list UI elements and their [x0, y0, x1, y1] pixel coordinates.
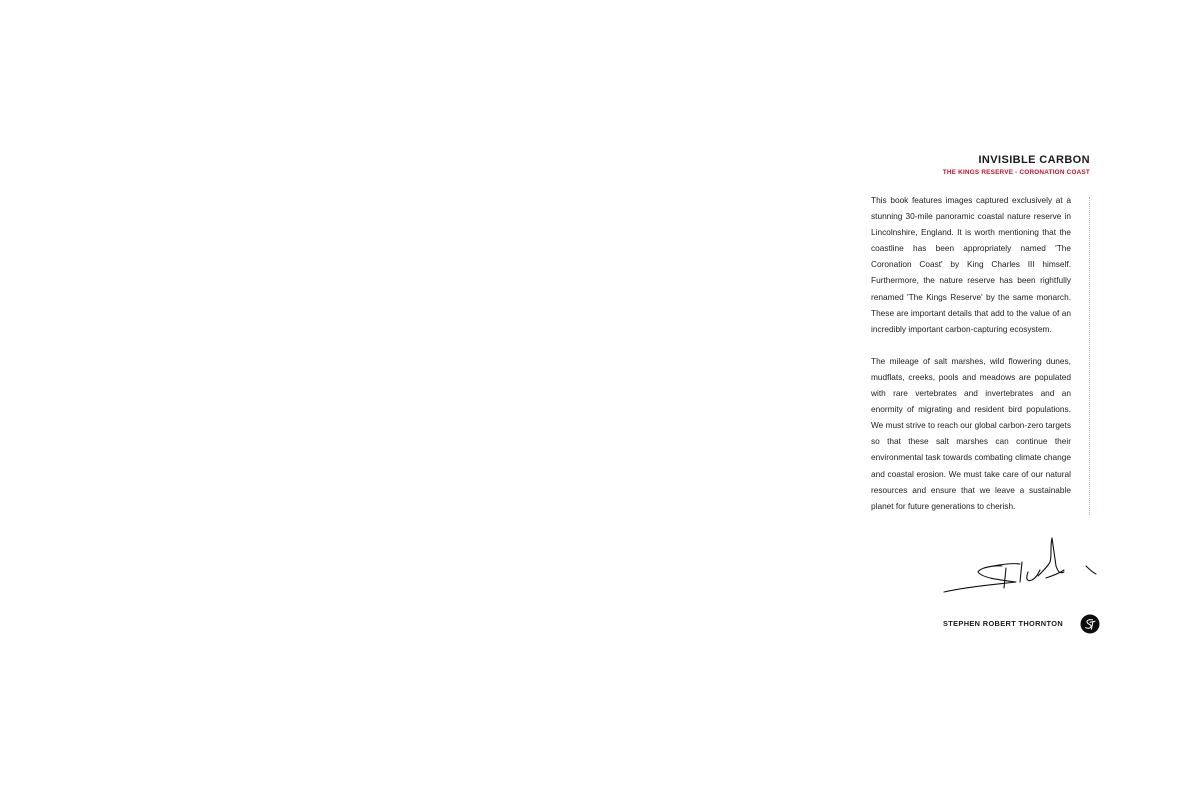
- paragraph-2: The mileage of salt marshes, wild flowering dunes, mudflats, creeks, pools and meadows are populated with rare vertebrates and invertebrates and an enormity of migrating and resident bird populations. We must strive to reach our global carbon-zero targets so that these salt marshes can continue their environmental task towards combating climate change and coastal erosion. We must take care of our natural resources and ensure that we leave a sustainable planet for future generations to cherish.: [871, 355, 1071, 511]
- page-subtitle: THE KINGS RESERVE - CORONATION COAST: [942, 169, 1090, 176]
- author-name: STEPHEN ROBERT THORNTON: [943, 619, 1064, 628]
- author-row: [943, 614, 1101, 636]
- title-block: [943, 153, 1090, 178]
- paragraph-1: This book features images captured exclusively at a stunning 30-mile panoramic coastal nature reserve in Lincolnshire, England. It is worth mentioning that the coastline has been appropriately named 'The Coronation Coast' by King Charles III himself. Furthermore, the nature reserve has been rightfully renamed 'The Kings Reserve' by the same monarch. These are important details that add to the value of an incredibly important carbon-capturing ecosystem.: [871, 195, 1071, 334]
- body-text: [871, 192, 1071, 514]
- signature-icon: [940, 532, 1102, 598]
- monogram-logo-icon: [1080, 614, 1100, 634]
- vertical-divider: [1089, 197, 1090, 515]
- page-title: INVISIBLE CARBON: [978, 154, 1090, 166]
